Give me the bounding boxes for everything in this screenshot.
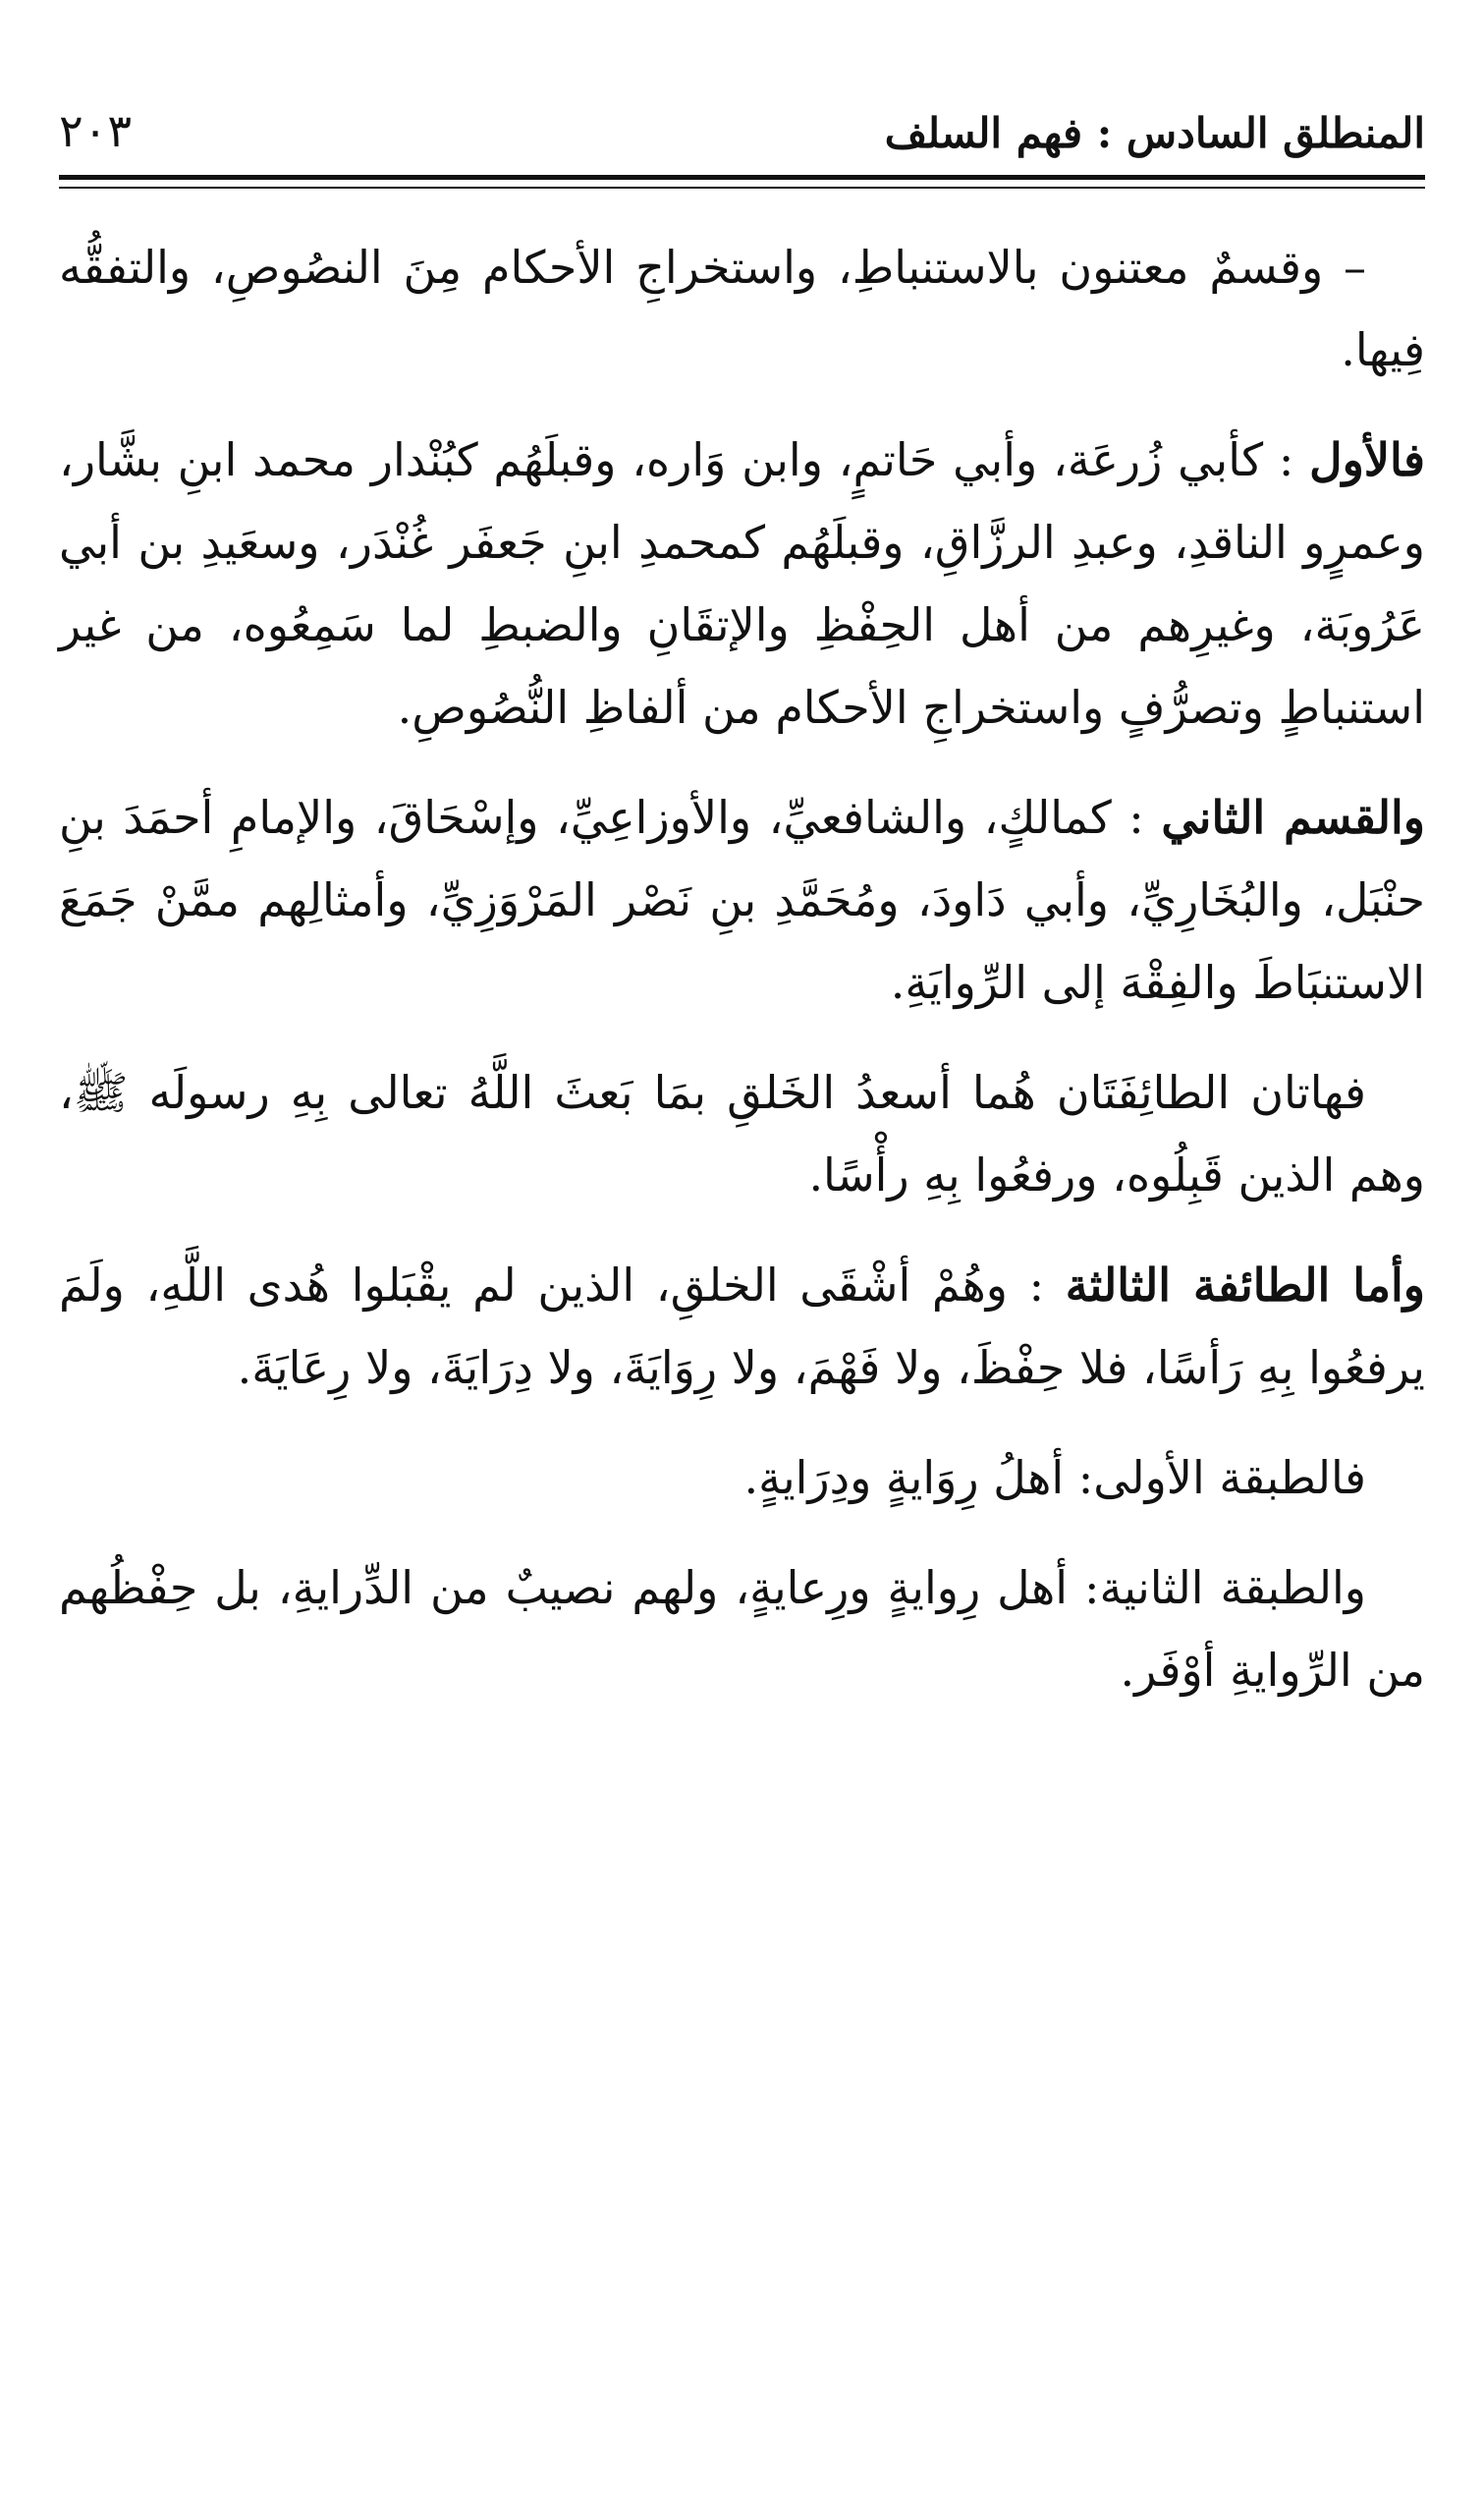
paragraph-text: فهاتان الطائِفَتَان هُما أسعدُ الخَلقِ بمَا بَعثَ اللَّهُ تعالى بِهِ رسولَه ﷺ، وهم الذين قَبِلُوه، ورفعُوا بِهِ رأْسًا. xyxy=(59,1066,1425,1202)
paragraph-text: : كأبي زُرعَة، وأبي حَاتمٍ، وابن وَاره، وقبلَهُم كبُنْدار محمد ابنِ بشَّار، وعمرٍو الناقدِ، وعبدِ الرزَّاقِ، وقبلَهُم كمحمدِ ابنِ جَعفَر غُنْدَر، وسعَيدِ بن أبي عَرُوبَة، وغيرِهم من أهل الحِفْظِ والإتقَانِ والضبطِ لما سَمِعُوه، من غير استنباطٍ وتصرُّفٍ واستخراجِ الأحكام من ألفاظِ النُّصُوصِ. xyxy=(59,433,1425,734)
header-rule-thick xyxy=(59,175,1425,180)
page-header xyxy=(59,98,1425,157)
body-text xyxy=(59,226,1425,1739)
paragraph-second-tier xyxy=(59,1546,1425,1711)
running-title: المنطلق السادس : فهم السلف xyxy=(884,109,1425,157)
paragraph-text: : وهُمْ أشْقَى الخلقِ، الذين لم يقْبَلوا هُدى اللَّهِ، ولَمَ يرفعُوا بِهِ رَأسًا، فلا حِفْظَ، ولا فَهْمَ، ولا رِوَايَةَ، ولا دِرَايَةَ، ولا رِعَايَةَ. xyxy=(59,1258,1425,1394)
paragraph-second-group xyxy=(59,226,1425,391)
page-number: ٢٠٣ xyxy=(59,104,133,157)
paragraph-text: – وقسمٌ معتنون بالاستنباطِ، واستخراجِ الأحكام مِنَ النصُوصِ، والتفقُّه فِيها. xyxy=(59,241,1425,376)
section-label: والقسم الثاني xyxy=(1161,791,1426,844)
paragraph-text: : كمالكٍ، والشافعيِّ، والأوزاعِيِّ، وإسْحَاقَ، والإمامِ أحمَدَ بنِ حنْبَل، والبُخَارِيِّ، وأبي دَاودَ، ومُحَمَّدِ بنِ نَصْر المَرْوَزِيِّ، وأمثالِهم ممَّنْ جَمَعَ الاستنبَاطَ والفِقْهَ إلى الرِّوايَةِ. xyxy=(59,791,1425,1009)
paragraph-first-tier xyxy=(59,1436,1425,1519)
paragraph-text: فالطبقة الأولى: أهلُ رِوَايةٍ ودِرَايةٍ. xyxy=(743,1451,1366,1504)
header-rule-thin xyxy=(59,187,1425,189)
paragraph-two-groups xyxy=(59,1051,1425,1216)
paragraph-second-section xyxy=(59,776,1425,1024)
section-label: وأما الطائفة الثالثة xyxy=(1065,1258,1425,1312)
paragraph-first-section xyxy=(59,419,1425,749)
paragraph-text: والطبقة الثانية: أهل رِوايةٍ ورِعايةٍ، ولهم نصيبٌ من الدِّرايةِ، بل حِفْظُهم من الرِّوايةِ أوْفَر. xyxy=(59,1561,1425,1697)
section-label: فالأول xyxy=(1309,433,1426,486)
paragraph-third-group xyxy=(59,1244,1425,1409)
